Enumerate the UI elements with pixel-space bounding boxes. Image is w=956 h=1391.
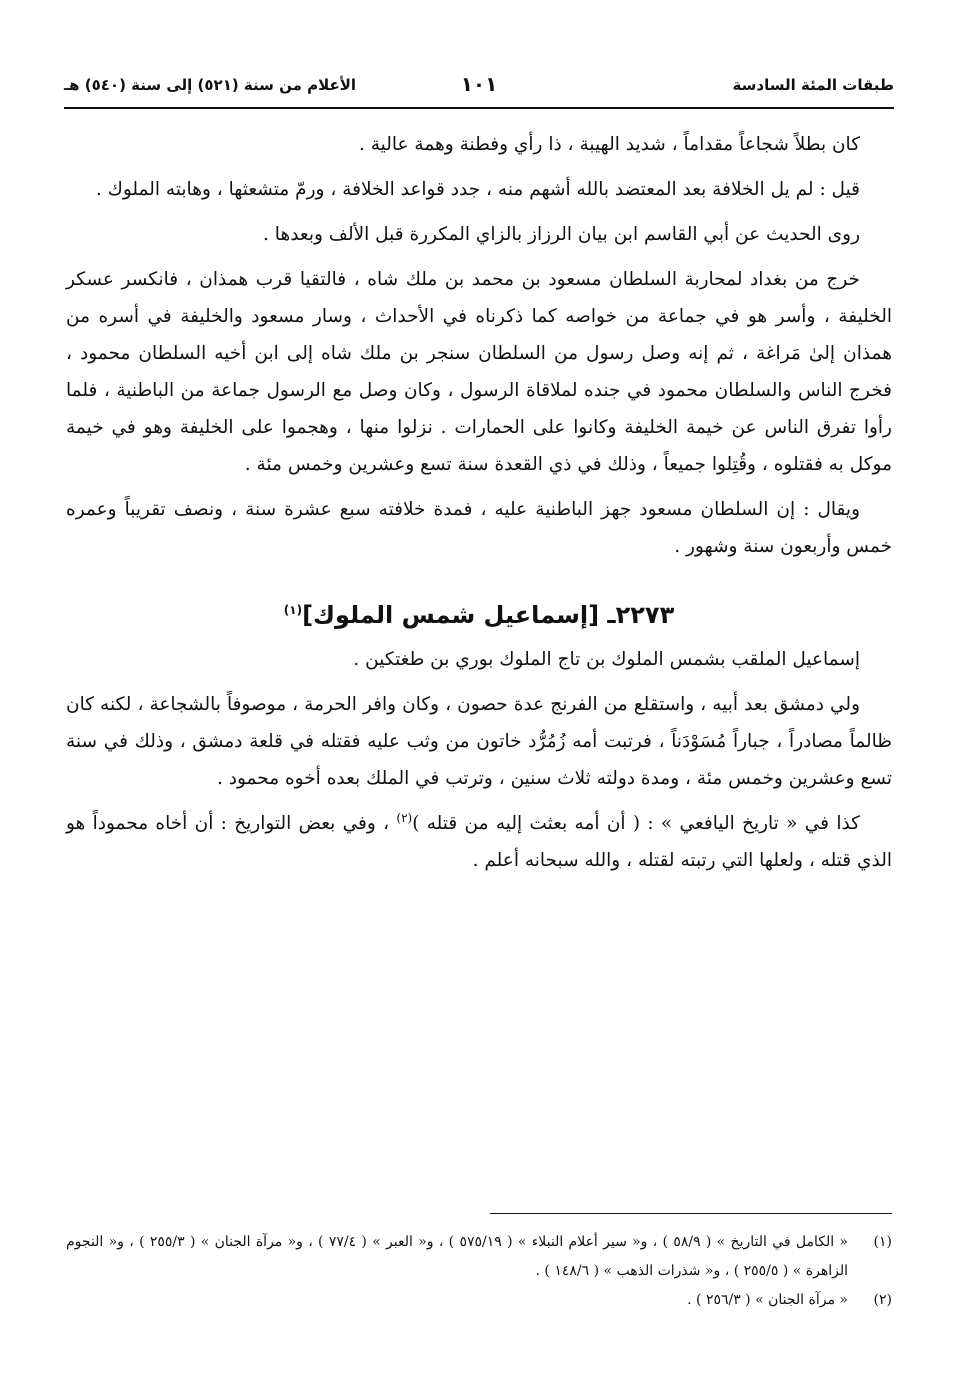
footnote-number: (٢) [873, 1292, 892, 1308]
paragraph-text: كذا في « تاريخ اليافعي » : ( أن أمه بعثت إليه من قتله ) [412, 813, 860, 834]
paragraph: ولي دمشق بعد أبيه ، واستقلع من الفرنج عدة حصون ، وكان وافر الحرمة ، موصوفاً بالشجاعة ، لكنه كان ظالماً مصادراً ، جباراً مُسَوْدَناً ، فرتبت أمه زُمُرُّد خاتون من وثب عليه فقتله في قلعة دمشق ، وذلك في سنة تسع وعشرين وخمس مئة ، ومدة دولته ثلاث سنين ، وترتب في الملك بعده أخوه محمود . [66, 694, 892, 789]
footnote-ref[interactable]: (٢) [396, 810, 413, 825]
page-number: ١٠١ [460, 72, 498, 96]
main-text [66, 126, 892, 887]
footnote [66, 1228, 892, 1286]
header-range-title: الأعلام من سنة (٥٢١) إلى سنة (٥٤٠) هـ [64, 76, 357, 94]
footnote-number: (١) [873, 1234, 892, 1250]
footnote-ref[interactable]: (١) [283, 603, 303, 617]
paragraph: ويقال : إن السلطان مسعود جهز الباطنية عليه ، فمدة خلافته سبع عشرة سنة ، ونصف تقريباً وعمره خمس وأربعون سنة وشهور . [66, 499, 892, 557]
footnote-text: « الكامل في التاريخ » ( ٥٨/٩ ) ، و« سير أعلام النبلاء » ( ٥٧٥/١٩ ) ، و« العبر » ( ٧٧/٤ ) ، و« مرآة الجنان » ( ٢٥٥/٣ ) ، و« النجوم الزاهرة » ( ٢٥٥/٥ ) ، و« شذرات الذهب » ( ١٤٨/٦ ) . [66, 1234, 848, 1279]
header-section-title: طبقات المئة السادسة [732, 76, 894, 94]
entry-title-text: ٢٢٧٣ـ [إسماعيل شمس الملوك] [302, 601, 675, 629]
paragraph-text: ، وفي بعض التواريخ : أن أخاه محموداً هو الذي قتله ، ولعلها التي رتبته لقتله ، والله سبحانه أعلم . [66, 813, 892, 871]
footnote [66, 1286, 892, 1315]
entry-heading [66, 593, 892, 637]
paragraph: قيل : لم يل الخلافة بعد المعتضد بالله أشهم منه ، جدد قواعد الخلافة ، ورمّ متشعثها ، وهابته الملوك . [95, 179, 860, 200]
footnote-divider [490, 1213, 892, 1214]
paragraph: إسماعيل الملقب بشمس الملوك بن تاج الملوك بوري بن طغتكين . [353, 649, 860, 670]
paragraph: خرج من بغداد لمحاربة السلطان مسعود بن محمد بن ملك شاه ، فالتقيا قرب همذان ، فانكسر عسكر الخليفة ، وأسر هو في جماعة من خواصه كما ذكرناه في الأحداث ، وسار مسعود والخليفة في أسره من همذان إلىٰ مَراغة ، ثم إنه وصل رسول من السلطان سنجر بن ملك شاه إلى ابن أخيه السلطان محمود ، فخرج الناس والسلطان محمود في جنده لملاقاة الرسول ، وكان وصل مع الرسول جماعة من الباطنية ، فلما رأوا تفرق الناس عن خيمة الخليفة وكانوا على الحمارات . نزلوا منها ، وهجموا على الخليفة وهو في خيمة موكل به فقتلوه ، وقُتِلوا جميعاً ، وذلك في ذي القعدة سنة تسع وعشرين وخمس مئة . [66, 269, 892, 475]
footnote-text: « مرآة الجنان » ( ٢٥٦/٣ ) . [687, 1292, 848, 1308]
footnotes [66, 1228, 892, 1315]
paragraph: روى الحديث عن أبي القاسم ابن بيان الرزاز بالزاي المكررة قبل الألف وبعدها . [263, 224, 860, 245]
paragraph: كان بطلاً شجاعاً مقداماً ، شديد الهيبة ، ذا رأي وفطنة وهمة عالية . [358, 134, 860, 155]
running-header [64, 70, 894, 106]
paragraph [66, 805, 892, 879]
header-divider [64, 107, 894, 109]
